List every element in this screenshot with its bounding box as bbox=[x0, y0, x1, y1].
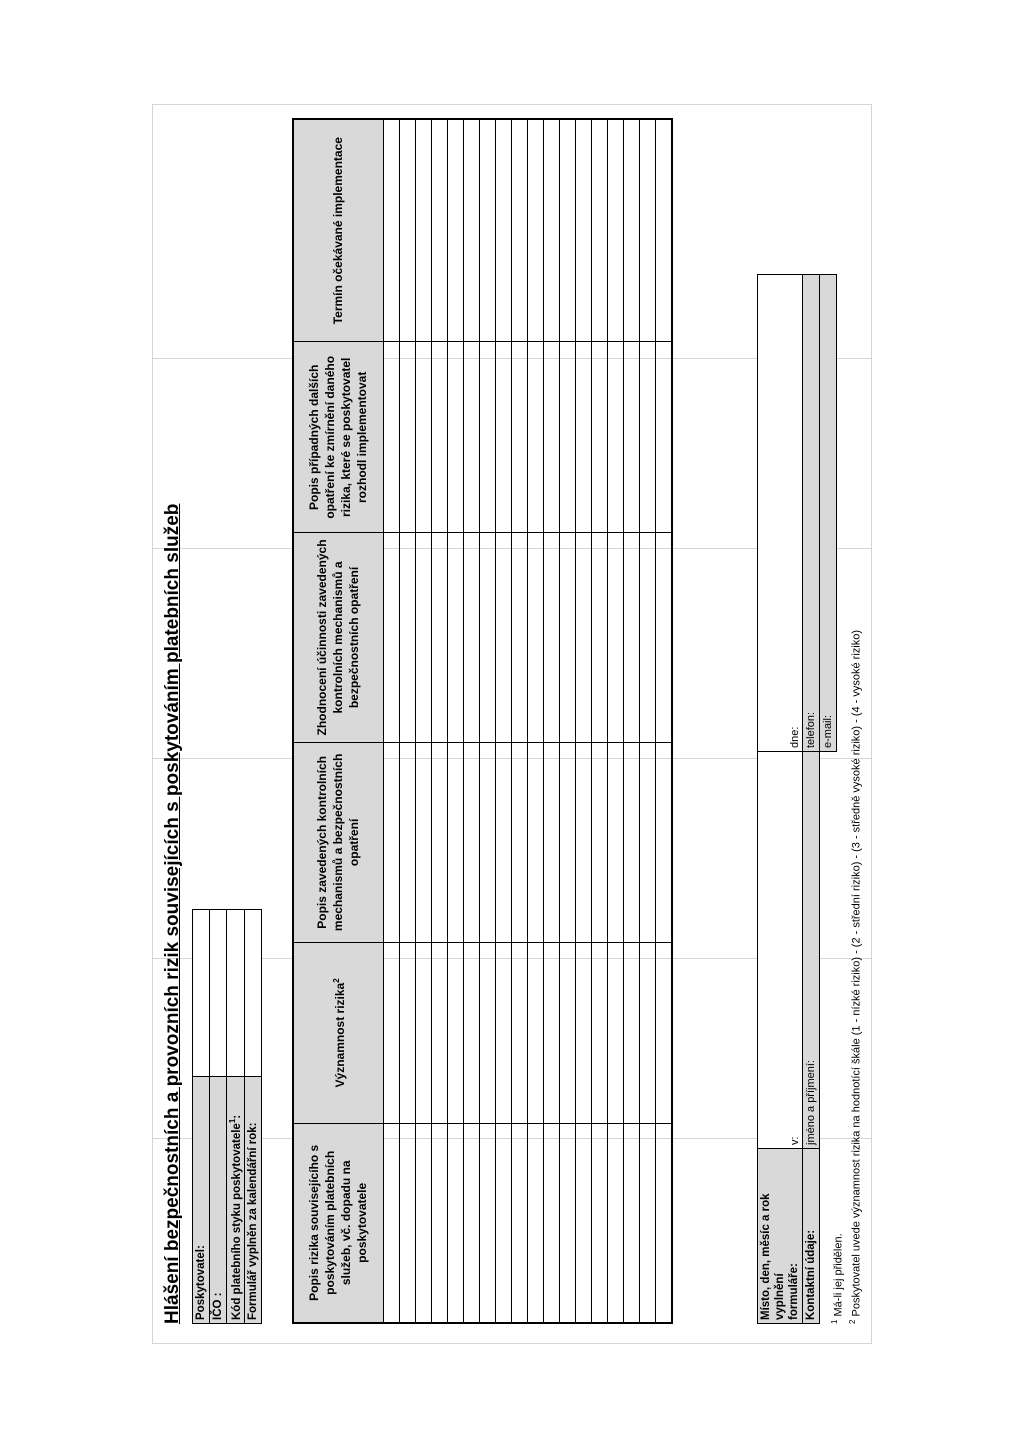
header-further-measures: Popis případných dalších opatření ke zmírnění daného rizika, které se poskytovatel rozhodl implementovat bbox=[293, 342, 383, 533]
date-field[interactable] bbox=[758, 275, 803, 752]
table-cell[interactable] bbox=[607, 742, 623, 943]
table-cell[interactable] bbox=[463, 533, 479, 742]
table-row bbox=[495, 119, 511, 1323]
table-cell[interactable] bbox=[655, 119, 672, 342]
table-cell[interactable] bbox=[399, 943, 415, 1124]
table-cell[interactable] bbox=[543, 943, 559, 1124]
table-cell[interactable] bbox=[575, 943, 591, 1124]
table-cell[interactable] bbox=[383, 742, 399, 943]
table-cell[interactable] bbox=[431, 119, 447, 342]
table-cell[interactable] bbox=[591, 342, 607, 533]
risk-table bbox=[292, 118, 673, 1324]
table-cell[interactable] bbox=[431, 342, 447, 533]
table-cell[interactable] bbox=[575, 742, 591, 943]
table-cell[interactable] bbox=[479, 943, 495, 1124]
place-date-label: Místo, den, měsíc a rok vyplnění formuláře: bbox=[758, 1149, 803, 1324]
table-cell[interactable] bbox=[495, 943, 511, 1124]
table-cell[interactable] bbox=[447, 119, 463, 342]
form-sheet bbox=[152, 104, 872, 1344]
header-implementation-date: Termín očekávané implementace bbox=[293, 119, 383, 342]
table-cell[interactable] bbox=[623, 742, 639, 943]
page-title: Hlášení bezpečnostních a provozních rizik souvisejících s poskytováním platebních služeb bbox=[162, 503, 183, 1324]
table-cell[interactable] bbox=[511, 742, 527, 943]
table-cell[interactable] bbox=[655, 742, 672, 943]
name-prefix: jméno a příjmení: bbox=[805, 1060, 817, 1145]
email-field[interactable] bbox=[820, 275, 837, 752]
table-row bbox=[591, 119, 607, 1323]
table-row bbox=[479, 119, 495, 1323]
table-cell[interactable] bbox=[447, 533, 463, 742]
table-cell[interactable] bbox=[447, 342, 463, 533]
bank-code-label: Kód platebního styku poskytovatele$^1$: bbox=[227, 1077, 245, 1324]
table-cell[interactable] bbox=[431, 943, 447, 1124]
table-cell[interactable] bbox=[431, 533, 447, 742]
table-cell[interactable] bbox=[431, 742, 447, 943]
table-cell[interactable] bbox=[383, 119, 399, 342]
risk-table-body bbox=[383, 119, 672, 1323]
table-cell[interactable] bbox=[559, 943, 575, 1124]
table-row bbox=[431, 119, 447, 1323]
table-cell[interactable] bbox=[495, 342, 511, 533]
table-cell[interactable] bbox=[655, 342, 672, 533]
table-cell[interactable] bbox=[415, 342, 431, 533]
table-cell[interactable] bbox=[447, 1123, 463, 1323]
table-cell[interactable] bbox=[511, 943, 527, 1124]
table-cell[interactable] bbox=[399, 342, 415, 533]
table-cell[interactable] bbox=[527, 342, 543, 533]
year-label: Formulář vyplněn za kalendářní rok: bbox=[244, 1077, 261, 1324]
table-cell[interactable] bbox=[543, 533, 559, 742]
grid-line bbox=[152, 1343, 872, 1344]
footnote-2: $^2$ Poskytovatel uvede významnost rizika na hodnotící škále (1 - nízké riziko) - (2 - střední riziko) - (3 - středně vysoké riziko) - (4 - vysoké riziko) bbox=[848, 629, 863, 1324]
header-risk-description: Popis rizika souvisejícího s poskytováním platebních služeb, vč. dopadu na poskytovatele bbox=[293, 1123, 383, 1323]
table-row bbox=[511, 119, 527, 1323]
table-cell[interactable] bbox=[655, 533, 672, 742]
table-row bbox=[559, 119, 575, 1323]
table-cell[interactable] bbox=[463, 119, 479, 342]
grid-line bbox=[152, 104, 153, 1344]
contact-table bbox=[757, 274, 837, 1324]
table-cell[interactable] bbox=[383, 533, 399, 742]
table-cell[interactable] bbox=[575, 533, 591, 742]
table-cell[interactable] bbox=[623, 1123, 639, 1323]
table-cell[interactable] bbox=[495, 742, 511, 943]
table-cell[interactable] bbox=[543, 342, 559, 533]
table-cell[interactable] bbox=[543, 119, 559, 342]
table-cell[interactable] bbox=[479, 119, 495, 342]
bank-code-field[interactable] bbox=[227, 910, 245, 1077]
table-cell[interactable] bbox=[639, 119, 655, 342]
table-cell[interactable] bbox=[527, 943, 543, 1124]
grid-line bbox=[152, 104, 872, 105]
email-prefix: e-mail: bbox=[822, 714, 834, 748]
table-cell[interactable] bbox=[511, 1123, 527, 1323]
table-cell[interactable] bbox=[607, 1123, 623, 1323]
phone-field[interactable] bbox=[803, 275, 820, 752]
place-field[interactable] bbox=[758, 752, 803, 1149]
table-cell[interactable] bbox=[447, 943, 463, 1124]
table-cell[interactable] bbox=[639, 342, 655, 533]
table-cell[interactable] bbox=[527, 742, 543, 943]
table-row bbox=[655, 119, 672, 1323]
grid-line bbox=[871, 104, 872, 1344]
table-row bbox=[543, 119, 559, 1323]
table-cell[interactable] bbox=[479, 1123, 495, 1323]
header-controls-description: Popis zavedených kontrolních mechanismů a bezpečnostních opatření bbox=[293, 742, 383, 943]
table-cell[interactable] bbox=[431, 1123, 447, 1323]
table-cell[interactable] bbox=[383, 342, 399, 533]
header-risk-significance: Významnost rizika$^2$ bbox=[293, 943, 383, 1124]
table-cell[interactable] bbox=[415, 533, 431, 742]
table-cell[interactable] bbox=[511, 119, 527, 342]
table-cell[interactable] bbox=[591, 742, 607, 943]
table-cell[interactable] bbox=[623, 342, 639, 533]
header-controls-evaluation: Zhodnocení účinnosti zavedených kontrolních mechanismů a bezpečnostních opatření bbox=[293, 533, 383, 742]
table-row bbox=[383, 119, 399, 1323]
table-cell[interactable] bbox=[639, 533, 655, 742]
phone-prefix: telefon: bbox=[805, 711, 817, 748]
table-cell[interactable] bbox=[591, 1123, 607, 1323]
table-cell[interactable] bbox=[639, 742, 655, 943]
table-row bbox=[463, 119, 479, 1323]
table-cell[interactable] bbox=[415, 943, 431, 1124]
table-cell[interactable] bbox=[495, 119, 511, 342]
table-row bbox=[607, 119, 623, 1323]
table-cell[interactable] bbox=[447, 742, 463, 943]
table-cell[interactable] bbox=[623, 943, 639, 1124]
table-cell[interactable] bbox=[479, 533, 495, 742]
table-cell[interactable] bbox=[559, 1123, 575, 1323]
table-cell[interactable] bbox=[655, 943, 672, 1124]
table-cell[interactable] bbox=[543, 1123, 559, 1323]
table-row bbox=[639, 119, 655, 1323]
table-cell[interactable] bbox=[559, 342, 575, 533]
table-row bbox=[447, 119, 463, 1323]
footnote-1: $^1$ Má-li jej přidělen. bbox=[830, 1233, 845, 1324]
table-cell[interactable] bbox=[575, 1123, 591, 1323]
table-cell[interactable] bbox=[415, 742, 431, 943]
date-prefix: dne: bbox=[789, 726, 801, 748]
table-cell[interactable] bbox=[495, 533, 511, 742]
table-cell[interactable] bbox=[415, 119, 431, 342]
table-cell[interactable] bbox=[463, 342, 479, 533]
table-cell[interactable] bbox=[399, 119, 415, 342]
table-cell[interactable] bbox=[591, 943, 607, 1124]
ico-label: IČO : bbox=[210, 1077, 227, 1324]
table-cell[interactable] bbox=[527, 119, 543, 342]
table-cell[interactable] bbox=[527, 533, 543, 742]
table-row bbox=[527, 119, 543, 1323]
table-cell[interactable] bbox=[639, 943, 655, 1124]
table-cell[interactable] bbox=[575, 119, 591, 342]
table-cell[interactable] bbox=[559, 119, 575, 342]
table-cell[interactable] bbox=[399, 742, 415, 943]
table-cell[interactable] bbox=[511, 533, 527, 742]
table-cell[interactable] bbox=[607, 943, 623, 1124]
table-cell[interactable] bbox=[607, 342, 623, 533]
table-cell[interactable] bbox=[591, 119, 607, 342]
table-cell[interactable] bbox=[543, 742, 559, 943]
contact-label: Kontaktní údaje: bbox=[803, 1149, 820, 1324]
name-field[interactable] bbox=[803, 752, 820, 1149]
provider-label: Poskytovatel: bbox=[193, 1077, 210, 1324]
table-row bbox=[575, 119, 591, 1323]
table-cell[interactable] bbox=[511, 342, 527, 533]
provider-field[interactable] bbox=[193, 910, 210, 1077]
table-cell[interactable] bbox=[639, 1123, 655, 1323]
table-cell[interactable] bbox=[383, 1123, 399, 1323]
table-cell[interactable] bbox=[607, 119, 623, 342]
table-cell[interactable] bbox=[495, 1123, 511, 1323]
table-cell[interactable] bbox=[623, 533, 639, 742]
provider-info-table bbox=[192, 909, 262, 1324]
table-cell[interactable] bbox=[591, 533, 607, 742]
place-prefix: v: bbox=[789, 1136, 801, 1145]
table-row bbox=[623, 119, 639, 1323]
table-cell[interactable] bbox=[623, 119, 639, 342]
table-cell[interactable] bbox=[527, 1123, 543, 1323]
table-cell[interactable] bbox=[559, 533, 575, 742]
table-cell[interactable] bbox=[399, 533, 415, 742]
table-row bbox=[399, 119, 415, 1323]
table-cell[interactable] bbox=[559, 742, 575, 943]
table-cell[interactable] bbox=[463, 1123, 479, 1323]
table-cell[interactable] bbox=[607, 533, 623, 742]
year-field[interactable] bbox=[244, 910, 261, 1077]
table-cell[interactable] bbox=[415, 1123, 431, 1323]
table-cell[interactable] bbox=[399, 1123, 415, 1323]
table-cell[interactable] bbox=[575, 342, 591, 533]
table-cell[interactable] bbox=[479, 742, 495, 943]
table-cell[interactable] bbox=[463, 742, 479, 943]
table-cell[interactable] bbox=[383, 943, 399, 1124]
table-cell[interactable] bbox=[655, 1123, 672, 1323]
spacer-cell bbox=[820, 752, 837, 1149]
table-cell[interactable] bbox=[479, 342, 495, 533]
table-cell[interactable] bbox=[463, 943, 479, 1124]
ico-field[interactable] bbox=[210, 910, 227, 1077]
table-row bbox=[415, 119, 431, 1323]
